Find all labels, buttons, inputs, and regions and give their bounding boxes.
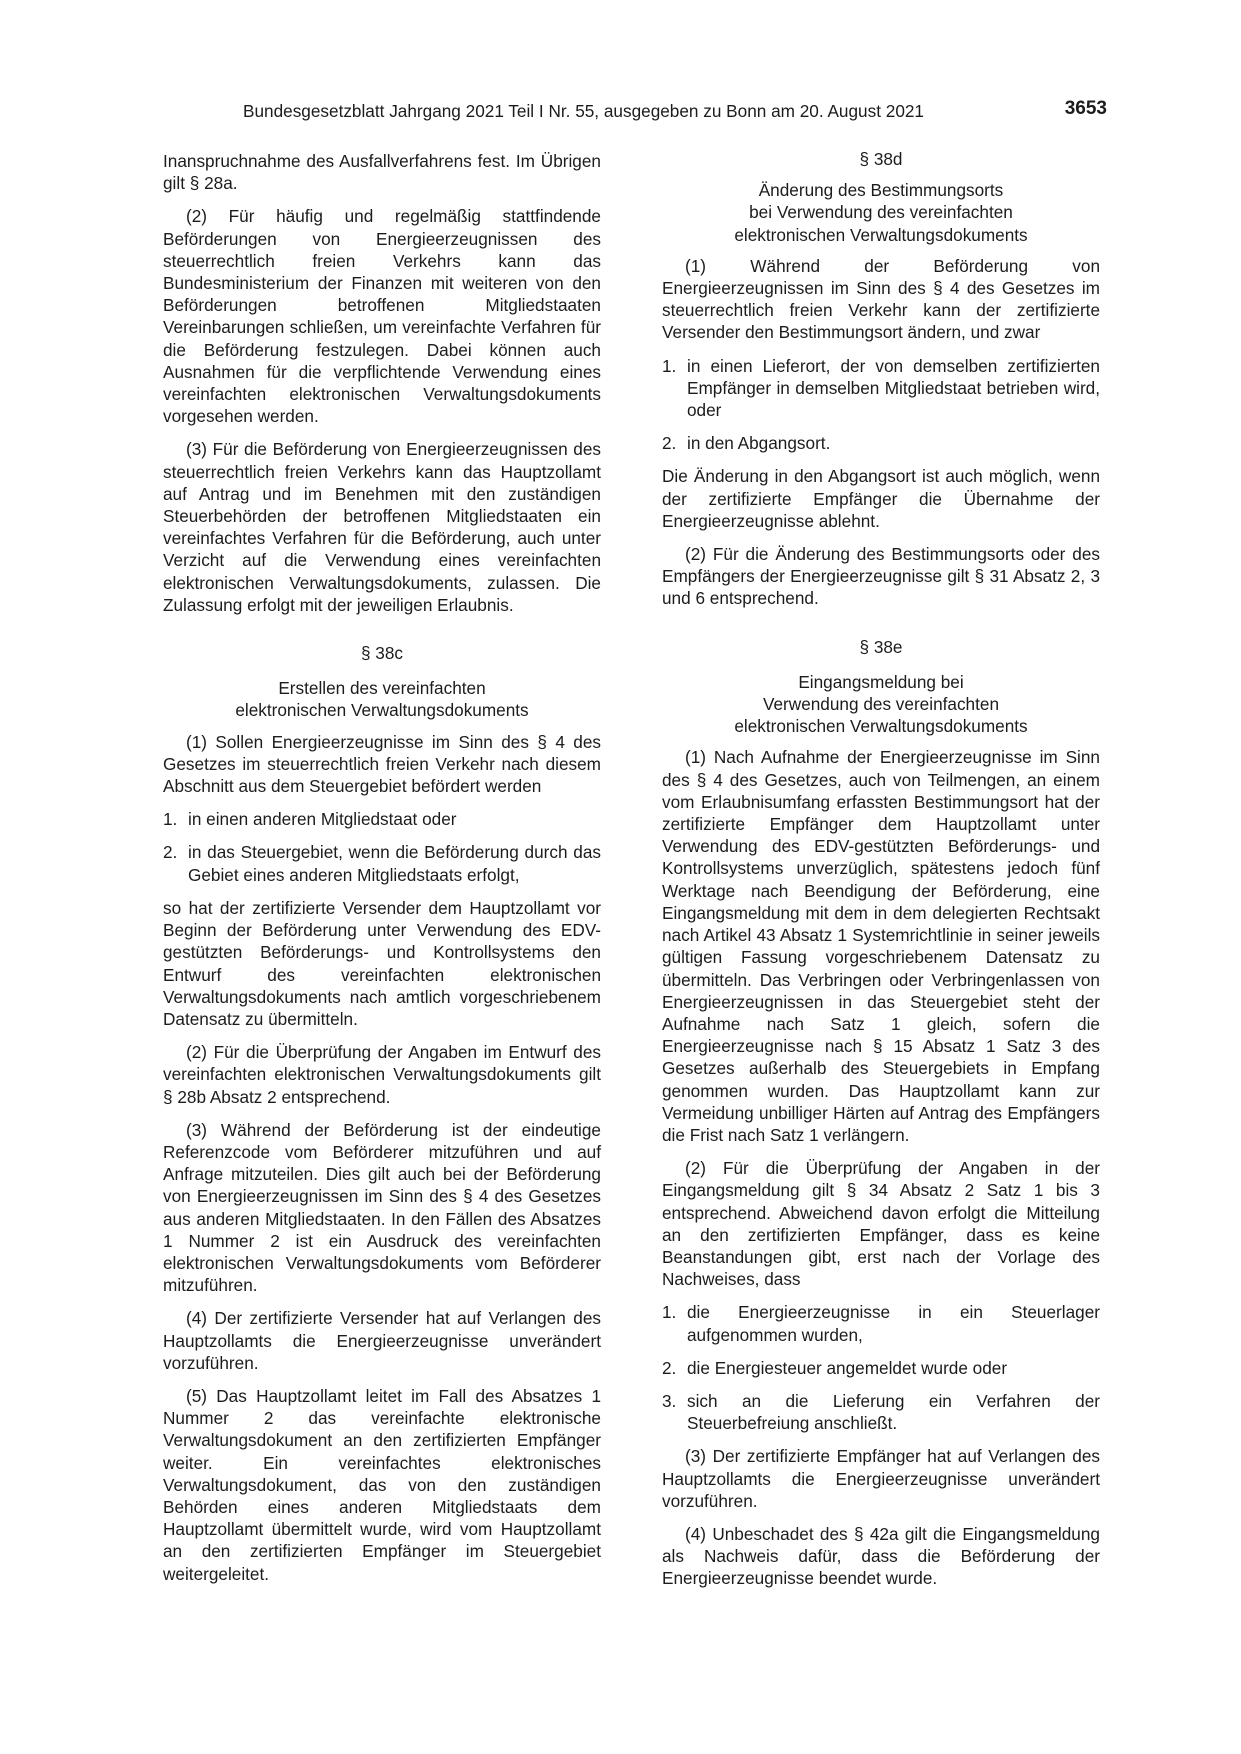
section-title xyxy=(662,179,1100,246)
paragraph: (1) Nach Aufnahme der Energieerzeugnisse im Sinn des § 4 des Gesetzes, auch von Teilmengen, an einem vom Erlaubnisumfang erfassten Bestimmungsort hat der zertifizierte Empfänger dem Hauptzollamt unter Verwendung des EDV-gestützten Beförderungs- und Kontrollsystems unverzüglich, spätestens jedoch fünf Werktage nach Beendigung der Beförderung, eine Eingangsmeldung mit dem in dem delegierten Rechtsakt nach Artikel 43 Absatz 1 Systemrichtlinie in seiner jeweils gültigen Fassung vorgeschriebenem Datensatz zu übermitteln. Das Verbringen oder Verbringenlassen von Energieerzeugnissen in das Steuergebiet steht der Aufnahme nach Satz 1 gleich, sofern die Energieerzeugnisse nach § 15 Absatz 1 Satz 3 des Gesetzes außerhalb des Steuergebiets in Empfang genommen wurden. Das Hauptzollamt kann zur Vermeidung unbilliger Härten auf Antrag des Empfängers die Frist nach Satz 1 verlängern. xyxy=(662,747,1100,1145)
list-text: die Energieerzeugnisse in ein Steuerlager aufgenommen wurden, xyxy=(687,1302,1100,1345)
list-text: in den Abgangsort. xyxy=(687,433,831,454)
paragraph: (2) Für die Überprüfung der Angaben im Entwurf des vereinfachten elektronischen Verwaltungsdokuments gilt § 28b Absatz 2 entsprechend. xyxy=(163,1042,601,1107)
section-title-line: Eingangsmeldung bei xyxy=(798,671,964,692)
list-number: 1. xyxy=(163,809,178,830)
list-item xyxy=(163,841,601,885)
paragraph: (1) Während der Beförderung von Energieerzeugnissen im Sinn des § 4 des Gesetzes im steuerrechtlich freien Verkehr kann der zertifizierte Versender den Bestimmungsort ändern, und zwar xyxy=(662,255,1100,343)
page-number: 3653 xyxy=(1064,98,1107,119)
list-number: 1. xyxy=(662,1302,677,1323)
section-title-line: elektronischen Verwaltungsdokuments xyxy=(734,716,1028,737)
section-title-line: elektronischen Verwaltungsdokuments xyxy=(235,700,529,721)
list-number: 1. xyxy=(662,355,677,376)
header-title: Bundesgesetzblatt Jahrgang 2021 Teil I Nr. 55, ausgegeben zu Bonn am 20. August 2021 xyxy=(243,101,924,121)
section-title xyxy=(662,671,1100,738)
paragraph: so hat der zertifizierte Versender dem Hauptzollamt vor Beginn der Beförderung unter Verwendung des EDV-gestützten Beförderungs- und Kontrollsystems den Entwurf des vereinfachten elektronischen Verwaltungsdokuments nach amtlich vorgeschriebenem Datensatz zu übermitteln. xyxy=(163,897,601,1029)
section-number: § 38c xyxy=(360,643,404,664)
section-title-line: Verwendung des vereinfachten xyxy=(762,694,1000,715)
paragraph: (2) Für die Überprüfung der Angaben in der Eingangsmeldung gilt § 34 Absatz 2 Satz 1 bis 3 entsprechend. Abweichend davon erfolgt die Mitteilung an den zertifizierten Empfänger, dass es keine Beanstandungen gibt, erst nach der Vorlage des Nachweises, dass xyxy=(662,1158,1100,1290)
paragraph: Inanspruchnahme des Ausfallverfahrens fest. Im Übrigen gilt § 28a. xyxy=(163,151,601,194)
list-number: 2. xyxy=(163,842,178,863)
paragraph: (2) Für häufig und regelmäßig stattfindende Beförderungen von Energieerzeugnissen des steuerrechtlich freien Verkehrs kann das Bundesministerium der Finanzen mit weiteren von den Beförderungen betroffenen Mitgliedstaaten Vereinbarungen schließen, um vereinfachte Verfahren für die Beförderung festzulegen. Dabei können auch Ausnahmen für die verpflichtende Verwendung eines vereinfachten elektronischen Verwaltungsdokuments vorgesehen werden. xyxy=(163,206,601,427)
list-item xyxy=(662,355,1100,422)
section-number: § 38e xyxy=(859,636,903,657)
list-text: in einen anderen Mitgliedstaat oder xyxy=(188,809,457,830)
list-item xyxy=(662,1390,1100,1434)
right-column xyxy=(662,148,1100,1601)
list-text: in das Steuergebiet, wenn die Beförderung durch das Gebiet eines anderen Mitgliedstaats erfolgt, xyxy=(188,842,601,885)
list-item xyxy=(163,808,601,830)
section-number: § 38d xyxy=(859,149,903,169)
left-column xyxy=(163,150,601,1596)
section-title-line: Änderung des Bestimmungsorts xyxy=(758,180,1004,201)
paragraph: (4) Der zertifizierte Versender hat auf Verlangen des Hauptzollamts die Energieerzeugnisse unverändert vorzuführen. xyxy=(163,1308,601,1373)
list-item xyxy=(662,1301,1100,1345)
list-number: 2. xyxy=(662,1357,677,1378)
paragraph: Die Änderung in den Abgangsort ist auch möglich, wenn der zertifizierte Empfänger die Übernahme der Energieerzeugnisse ablehnt. xyxy=(662,466,1100,531)
section-title xyxy=(163,677,601,721)
list-text: in einen Lieferort, der von demselben zertifizierten Empfänger in demselben Mitgliedstaat betrieben wird, oder xyxy=(687,355,1100,421)
list-number: 3. xyxy=(662,1390,677,1411)
paragraph: (5) Das Hauptzollamt leitet im Fall des Absatzes 1 Nummer 2 das vereinfachte elektronische Verwaltungsdokument an den zertifizierten Empfänger weiter. Ein vereinfachtes elektronisches Verwaltungsdokument, das von den zuständigen Behörden eines anderen Mitgliedstaats dem Hauptzollamt übermittelt wurde, wird vom Hauptzollamt an den zertifizierten Empfänger im Steuergebiet weitergeleitet. xyxy=(163,1385,601,1584)
list-item xyxy=(662,1357,1100,1379)
list-item xyxy=(662,432,1100,454)
list-number: 2. xyxy=(662,433,677,454)
paragraph: (4) Unbeschadet des § 42a gilt die Eingangsmeldung als Nachweis dafür, dass die Beförderung der Energieerzeugnisse beendet wurde. xyxy=(662,1523,1100,1589)
list-text: die Energiesteuer angemeldet wurde oder xyxy=(687,1357,1008,1378)
section-title-line: bei Verwendung des vereinfachten xyxy=(749,202,1013,223)
paragraph: (1) Sollen Energieerzeugnisse im Sinn des § 4 des Gesetzes im steuerrechtlich freien Verkehr nach diesem Abschnitt aus dem Steuergebiet befördert werden xyxy=(163,731,601,797)
paragraph: (3) Für die Beförderung von Energieerzeugnissen des steuerrechtlich freien Verkehrs kann das Hauptzollamt auf Antrag und im Benehmen mit den zuständigen Steuerbehörden der betroffenen Mitgliedstaaten ein vereinfachtes Verfahren für die Beförderung, auch unter Verzicht auf die Verwendung eines vereinfachten elektronischen Verwaltungsdokuments, zulassen. Die Zulassung erfolgt mit der jeweiligen Erlaubnis. xyxy=(163,439,601,615)
running-header xyxy=(243,98,1107,124)
paragraph: (3) Während der Beförderung ist der eindeutige Referenzcode vom Beförderer mitzuführen und auf Anfrage mitzuteilen. Dies gilt auch bei der Beförderung von Energieerzeugnissen im Sinn des § 4 des Gesetzes aus anderen Mitgliedstaaten. In den Fällen des Absatzes 1 Nummer 2 ist ein Ausdruck des vereinfachten elektronischen Verwaltungsdokuments vom Beförderer mitzuführen. xyxy=(163,1119,601,1296)
paragraph: (2) Für die Änderung des Bestimmungsorts oder des Empfängers der Energieerzeugnisse gilt § 31 Absatz 2, 3 und 6 entsprechend. xyxy=(662,544,1100,609)
paragraph: (3) Der zertifizierte Empfänger hat auf Verlangen des Hauptzollamts die Energieerzeugnisse unverändert vorzuführen. xyxy=(662,1446,1100,1511)
list-text: sich an die Lieferung ein Verfahren der Steuerbefreiung anschließt. xyxy=(687,1390,1100,1434)
section-title-line: Erstellen des vereinfachten xyxy=(278,678,486,699)
section-title-line: elektronischen Verwaltungsdokuments xyxy=(734,224,1028,245)
